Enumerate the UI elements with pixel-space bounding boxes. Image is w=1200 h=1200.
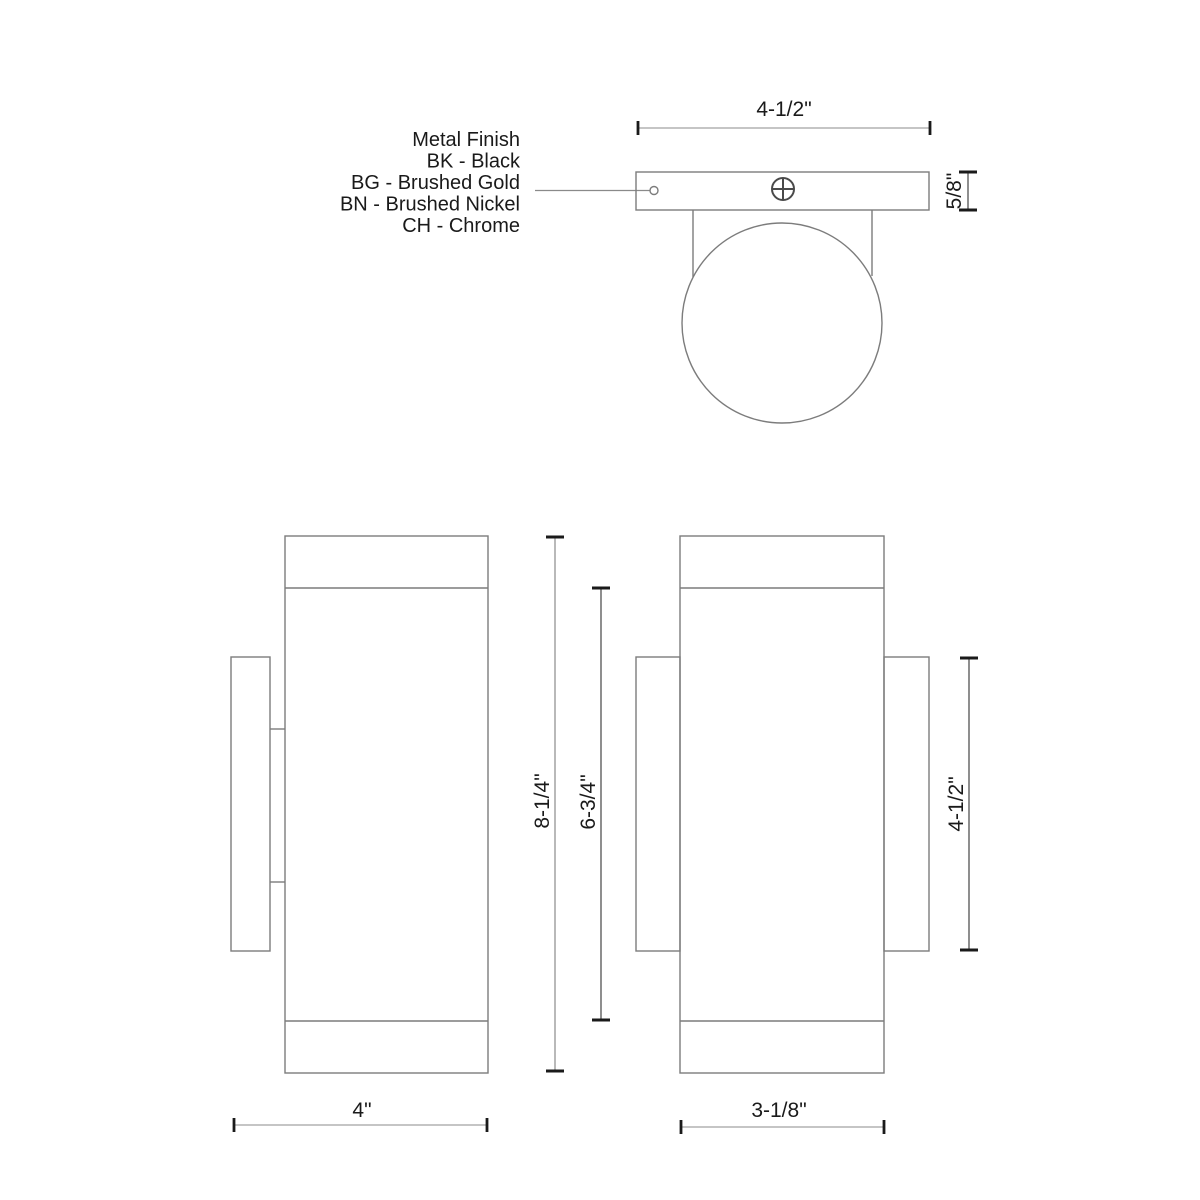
dim-plate-thickness-label: 5/8" <box>943 172 966 210</box>
side-view-body <box>285 536 488 1073</box>
finish-option-brushed-gold: BG - Brushed Gold <box>351 172 520 194</box>
dim-side-depth-label: 4" <box>352 1099 372 1122</box>
dim-body-height <box>577 588 610 1020</box>
dim-backplate-height-label: 4-1/2" <box>945 776 968 832</box>
dim-top-width-label: 4-1/2" <box>756 98 812 121</box>
dim-front-width-label: 3-1/8" <box>751 1099 807 1122</box>
finish-legend <box>340 129 650 237</box>
screw-icon <box>772 178 794 200</box>
dim-backplate-height <box>945 658 978 950</box>
dim-side-depth <box>234 1099 487 1132</box>
front-view-backplate-right <box>884 657 929 951</box>
top-view <box>636 98 977 423</box>
dim-body-height-label: 6-3/4" <box>577 774 600 830</box>
finish-legend-title: Metal Finish <box>412 129 520 151</box>
front-view <box>636 536 978 1134</box>
dim-overall-height-label: 8-1/4" <box>531 773 554 829</box>
side-view-wall-plate <box>231 657 270 951</box>
top-view-cylinder <box>682 223 882 423</box>
dim-top-width <box>638 98 930 135</box>
dim-overall-height <box>531 537 564 1071</box>
leader-dot-icon <box>650 187 658 195</box>
front-view-backplate-left <box>636 657 680 951</box>
dim-front-width <box>681 1099 884 1134</box>
dim-plate-thickness <box>943 172 977 210</box>
finish-option-black: BK - Black <box>426 150 520 173</box>
finish-option-brushed-nickel: BN - Brushed Nickel <box>339 193 520 216</box>
finish-option-chrome: CH - Chrome <box>402 215 520 237</box>
side-view <box>231 536 610 1132</box>
front-view-body <box>680 536 884 1073</box>
